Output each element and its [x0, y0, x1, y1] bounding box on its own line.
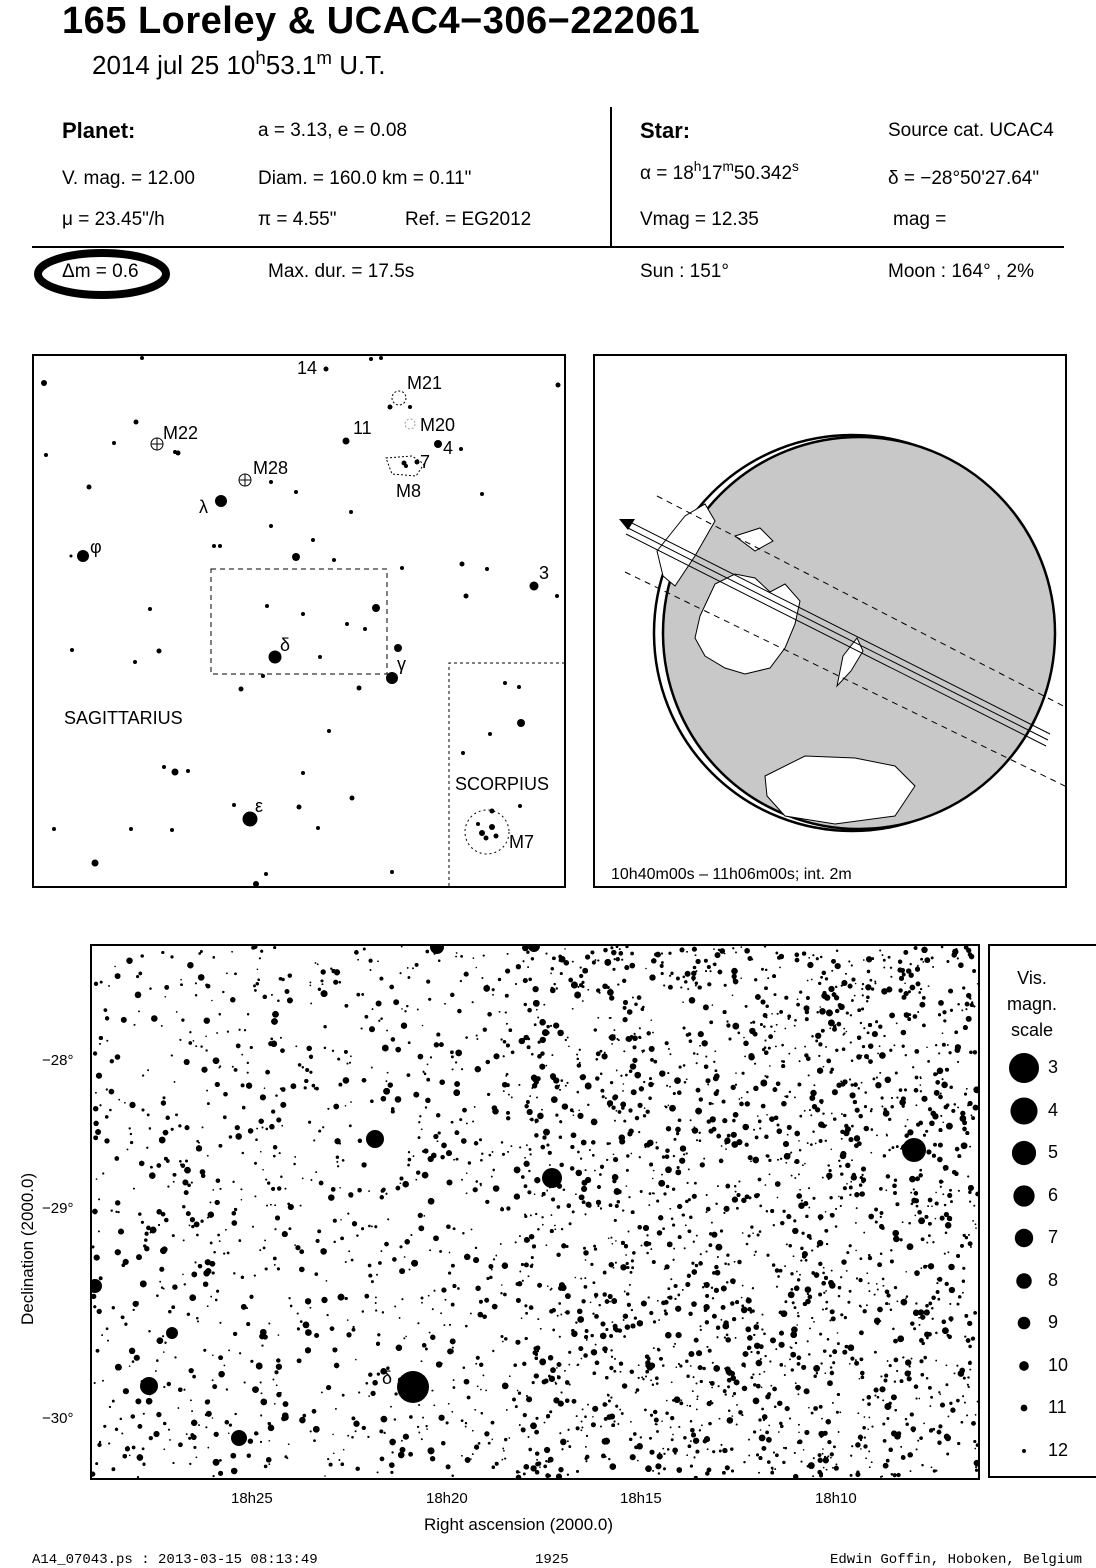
legend-dot-8 [1004, 1263, 1044, 1299]
legend-label-4: 4 [1048, 1099, 1059, 1120]
label-m22: M22 [163, 423, 199, 443]
label-sagittarius: SAGITTARIUS [64, 708, 183, 728]
max-duration: Max. dur. = 17.5s [268, 261, 415, 282]
date-h: h [255, 46, 266, 68]
sun-elongation: Sun : 151° [640, 261, 729, 282]
star-source: Source cat. UCAC4 [888, 120, 1054, 141]
m21-cluster-icon [392, 391, 406, 405]
legend-dot-10 [1004, 1348, 1044, 1384]
date-suffix: U.T. [331, 50, 386, 80]
alpha-mid: 17 [701, 163, 723, 184]
planet-ref: Ref. = EG2012 [405, 209, 532, 230]
legend-dot-12 [1004, 1433, 1044, 1469]
label-7: 7 [420, 452, 431, 472]
label-m7: M7 [509, 832, 535, 852]
label-delta: δ [280, 635, 291, 655]
info-divider-horizontal [32, 246, 1064, 248]
direction-arrow [619, 519, 635, 530]
date-m: m [316, 46, 332, 68]
star-mag: mag = [893, 209, 947, 230]
label-m21: M21 [407, 373, 443, 393]
planet-diameter: Diam. = 160.0 km = 0.11" [258, 168, 472, 189]
m20-nebula-icon [405, 419, 415, 429]
legend-dot-11 [1004, 1390, 1044, 1426]
footer-author: Edwin Goffin, Hoboken, Belgium [830, 1552, 1083, 1568]
legend-label-12: 12 [1048, 1439, 1069, 1460]
label-gamma: γ [397, 654, 406, 674]
legend-label-7: 7 [1048, 1227, 1059, 1247]
star-heading: Star: [640, 118, 691, 143]
star-alpha [640, 159, 799, 185]
legend-dot-7 [1004, 1220, 1044, 1256]
magnitude-legend [988, 944, 1096, 1478]
x-tick-1: 18h25 [231, 1490, 273, 1507]
legend-dot-9 [1004, 1305, 1044, 1341]
footer-number: 1925 [535, 1552, 569, 1568]
earth-path-map [593, 354, 1067, 888]
legend-label-11: 11 [1048, 1397, 1067, 1417]
field-star-dots [92, 946, 978, 1478]
moon-elongation: Moon : 164° , 2% [888, 261, 1034, 282]
y-tick-3: −30° [42, 1410, 74, 1427]
label-11: 11 [353, 418, 372, 438]
legend-title-3: scale [1010, 1020, 1054, 1040]
magnitude-drop: Δm = 0.6 [62, 261, 139, 282]
page-title: 165 Loreley & UCAC4−306−222061 [62, 0, 701, 42]
alpha-h: h [693, 159, 702, 175]
y-tick-2: −29° [42, 1200, 74, 1217]
label-m28: M28 [253, 458, 289, 478]
m28-globular-icon [239, 474, 251, 486]
legend-label-8: 8 [1048, 1269, 1059, 1290]
y-tick-1: −28° [42, 1052, 74, 1069]
finder-chart [32, 354, 566, 888]
label-phi: φ [90, 537, 102, 557]
legend-title-2: magn. [1006, 994, 1058, 1014]
label-epsilon: ε [255, 796, 264, 816]
label-4: 4 [443, 438, 454, 458]
legend-dot-6 [1004, 1178, 1044, 1214]
x-tick-3: 18h15 [620, 1490, 662, 1507]
legend-label-5: 5 [1048, 1142, 1059, 1162]
date-mid: 53.1 [265, 50, 317, 80]
legend-label-6: 6 [1048, 1184, 1059, 1205]
planet-parallax: π = 4.55" [258, 209, 337, 230]
alpha-prefix: α = 18 [640, 163, 694, 184]
planet-orbit: a = 3.13, e = 0.08 [258, 120, 407, 141]
info-divider-vertical [610, 107, 612, 247]
star-vmag: Vmag = 12.35 [640, 209, 759, 230]
planet-motion: μ = 23.45"/h [62, 209, 165, 230]
x-tick-4: 18h10 [815, 1490, 857, 1507]
legend-label-10: 10 [1048, 1354, 1069, 1375]
delta-star-label: δ [382, 1368, 393, 1388]
event-date [92, 46, 386, 81]
label-m8: M8 [396, 481, 422, 501]
x-tick-2: 18h20 [426, 1490, 468, 1507]
field-box [211, 569, 387, 674]
alpha-m: m [722, 159, 734, 175]
y-axis-label: Declination (2000.0) [18, 1172, 37, 1325]
label-14: 14 [297, 358, 318, 378]
antarctica-shape [765, 756, 915, 824]
finder-stars [34, 356, 564, 886]
label-scorpius: SCORPIUS [455, 774, 550, 794]
label-m20: M20 [420, 415, 456, 435]
legend-label-9: 9 [1048, 1312, 1059, 1332]
m7-cluster-icon [465, 810, 509, 854]
m22-globular-icon [151, 438, 163, 450]
legend-title-1: Vis. [1017, 968, 1047, 988]
label-lambda: λ [199, 497, 208, 517]
legend-dot-3 [1004, 1050, 1044, 1086]
alpha-sec: 50.342 [733, 163, 793, 184]
star-field-chart [90, 944, 980, 1480]
planet-heading: Planet: [62, 118, 136, 143]
legend-dot-5 [1004, 1135, 1044, 1171]
alpha-s: s [792, 159, 799, 175]
legend-dot-4 [1004, 1093, 1044, 1129]
time-range-caption: 10h40m00s – 11h06m00s; int. 2m [611, 866, 852, 883]
star-delta: δ = −28°50'27.64" [888, 168, 1040, 189]
earth-globe [595, 356, 1065, 886]
star-field-plot [92, 946, 978, 1478]
planet-vmag: V. mag. = 12.00 [62, 168, 195, 189]
x-axis-label: Right ascension (2000.0) [424, 1515, 614, 1534]
finder-star-dots [41, 356, 561, 886]
legend-label-3: 3 [1048, 1057, 1059, 1077]
footer-file: A14_07043.ps : 2013-03-15 08:13:49 [32, 1552, 318, 1568]
label-3: 3 [539, 563, 550, 583]
date-prefix: 2014 jul 25 10 [92, 50, 256, 80]
